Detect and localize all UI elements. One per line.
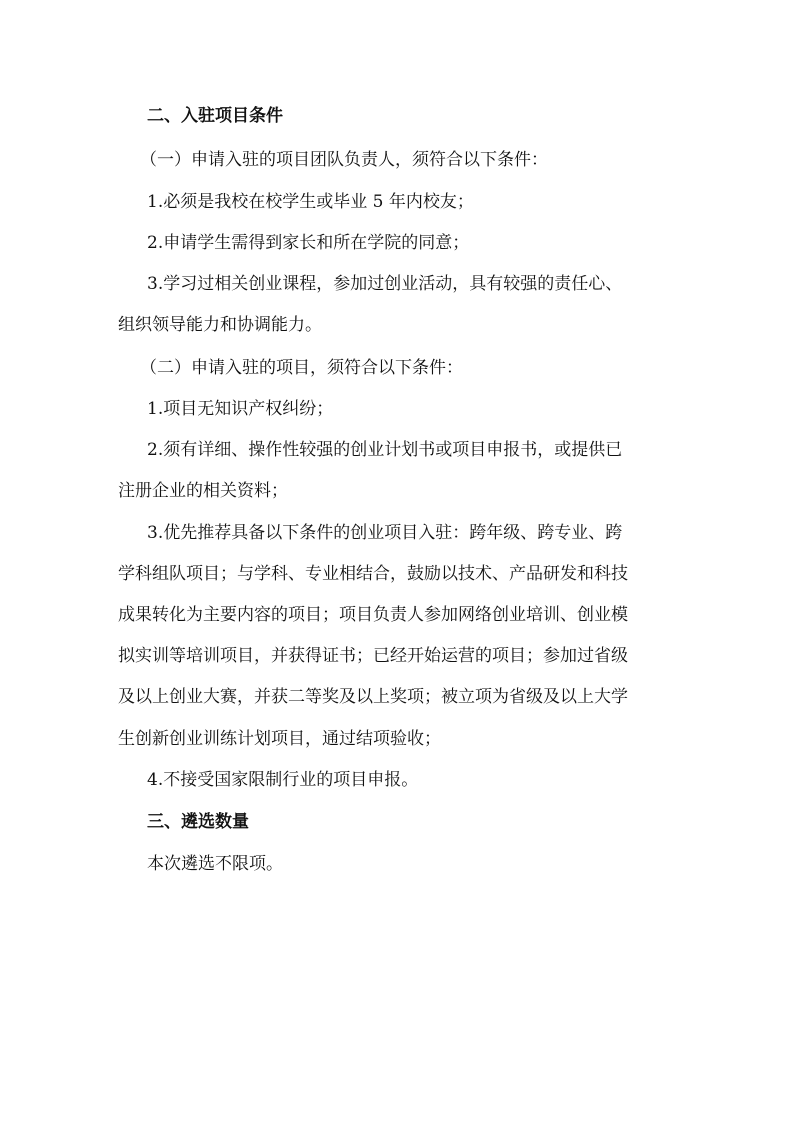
condition-item: 2.申请学生需得到家长和所在学院的同意；: [147, 233, 470, 253]
subsection-leader-conditions: （一）申请入驻的项目团队负责人，须符合以下条件：: [140, 150, 548, 170]
condition-item: 2.须有详细、操作性较强的创业计划书或项目申报书，或提供已: [147, 440, 623, 460]
condition-item: 1.必须是我校在校学生或毕业 5 年内校友；: [147, 192, 474, 212]
condition-item: 3.学习过相关创业课程，参加过创业活动，具有较强的责任心、: [147, 274, 623, 294]
section-heading-conditions: 二、入驻项目条件: [147, 106, 283, 126]
condition-item: 3.优先推荐具备以下条件的创业项目入驻：跨年级、跨专业、跨: [147, 523, 623, 543]
condition-item-continued: 组织领导能力和协调能力。: [118, 315, 322, 335]
condition-item-continued: 注册企业的相关资料；: [118, 481, 288, 501]
condition-item-continued: 成果转化为主要内容的项目；项目负责人参加网络创业培训、创业模: [118, 605, 628, 625]
selection-text: 本次遴选不限项。: [147, 854, 283, 874]
section-heading-selection: 三、遴选数量: [147, 812, 249, 832]
condition-item-continued: 学科组队项目；与学科、专业相结合，鼓励以技术、产品研发和科技: [118, 564, 628, 584]
condition-item: 1.项目无知识产权纠纷；: [147, 399, 334, 419]
subsection-project-conditions: （二）申请入驻的项目，须符合以下条件：: [140, 358, 463, 378]
condition-item-continued: 及以上创业大赛，并获二等奖及以上奖项；被立项为省级及以上大学: [118, 687, 628, 707]
condition-item: 4.不接受国家限制行业的项目申报。: [147, 770, 419, 790]
condition-item-continued: 生创新创业训练计划项目，通过结项验收；: [118, 729, 441, 749]
condition-item-continued: 拟实训等培训项目，并获得证书；已经开始运营的项目；参加过省级: [118, 646, 628, 666]
